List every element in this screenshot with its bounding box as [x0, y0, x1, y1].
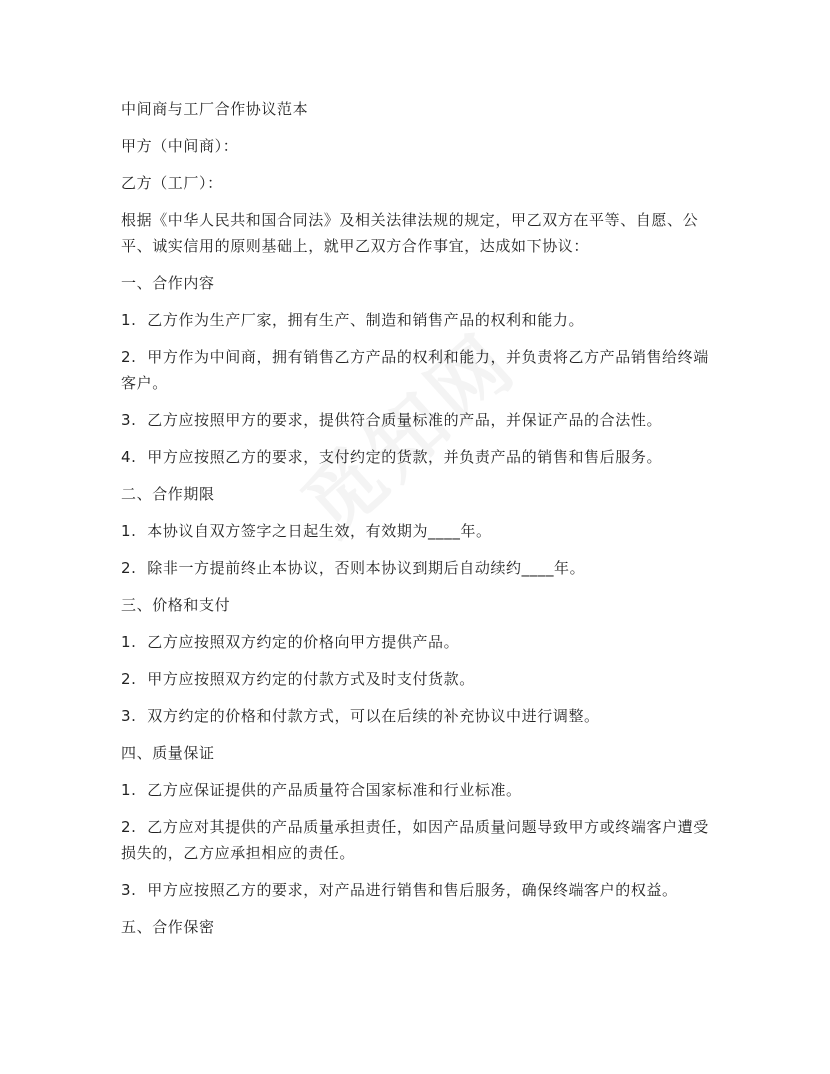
section-heading: 一、合作内容 — [121, 274, 215, 292]
clause-item: 3. 甲方应按照乙方的要求，对产品进行销售和售后服务，确保终端客户的权益。 — [121, 881, 678, 899]
clause-item: 2. 甲方作为中间商，拥有销售乙方产品的权利和能力，并负责将乙方产品销售给终端客户。 — [121, 348, 709, 392]
section-heading: 三、价格和支付 — [121, 596, 231, 614]
clause-item: 4. 甲方应按照乙方的要求，支付约定的货款，并负责产品的销售和售后服务。 — [121, 448, 663, 466]
document-title: 中间商与工厂合作协议范本 — [121, 100, 309, 118]
party-b-line: 乙方（工厂）： — [121, 174, 223, 192]
intro-paragraph: 根据《中华人民共和国合同法》及相关法律法规的规定，甲乙双方在平等、自愿、公平、诚实信用的原则基础上，就甲乙双方合作事宜，达成如下协议： — [121, 211, 699, 255]
clause-item: 2. 除非一方提前终止本协议，否则本协议到期后自动续约____年。 — [121, 559, 586, 577]
document-body — [121, 96, 711, 951]
clause-item: 2. 甲方应按照双方约定的付款方式及时支付货款。 — [121, 670, 475, 688]
section-heading: 四、质量保证 — [121, 744, 215, 762]
section-heading: 二、合作期限 — [121, 485, 215, 503]
clause-item: 1. 本协议自双方签字之日起生效，有效期为____年。 — [121, 522, 492, 540]
clause-item: 3. 双方约定的价格和付款方式，可以在后续的补充协议中进行调整。 — [121, 707, 600, 725]
clause-item: 1. 乙方应按照双方约定的价格向甲方提供产品。 — [121, 633, 460, 651]
section-heading: 五、合作保密 — [121, 918, 215, 936]
clause-item: 2. 乙方应对其提供的产品质量承担责任，如因产品质量问题导致甲方或终端客户遭受损失的，乙方应承担相应的责任。 — [121, 818, 709, 862]
party-a-line: 甲方（中间商）： — [121, 137, 239, 155]
clause-item: 1. 乙方应保证提供的产品质量符合国家标准和行业标准。 — [121, 781, 522, 799]
clause-item: 3. 乙方应按照甲方的要求，提供符合质量标准的产品，并保证产品的合法性。 — [121, 411, 663, 429]
clause-item: 1. 乙方作为生产厂家，拥有生产、制造和销售产品的权利和能力。 — [121, 311, 585, 329]
